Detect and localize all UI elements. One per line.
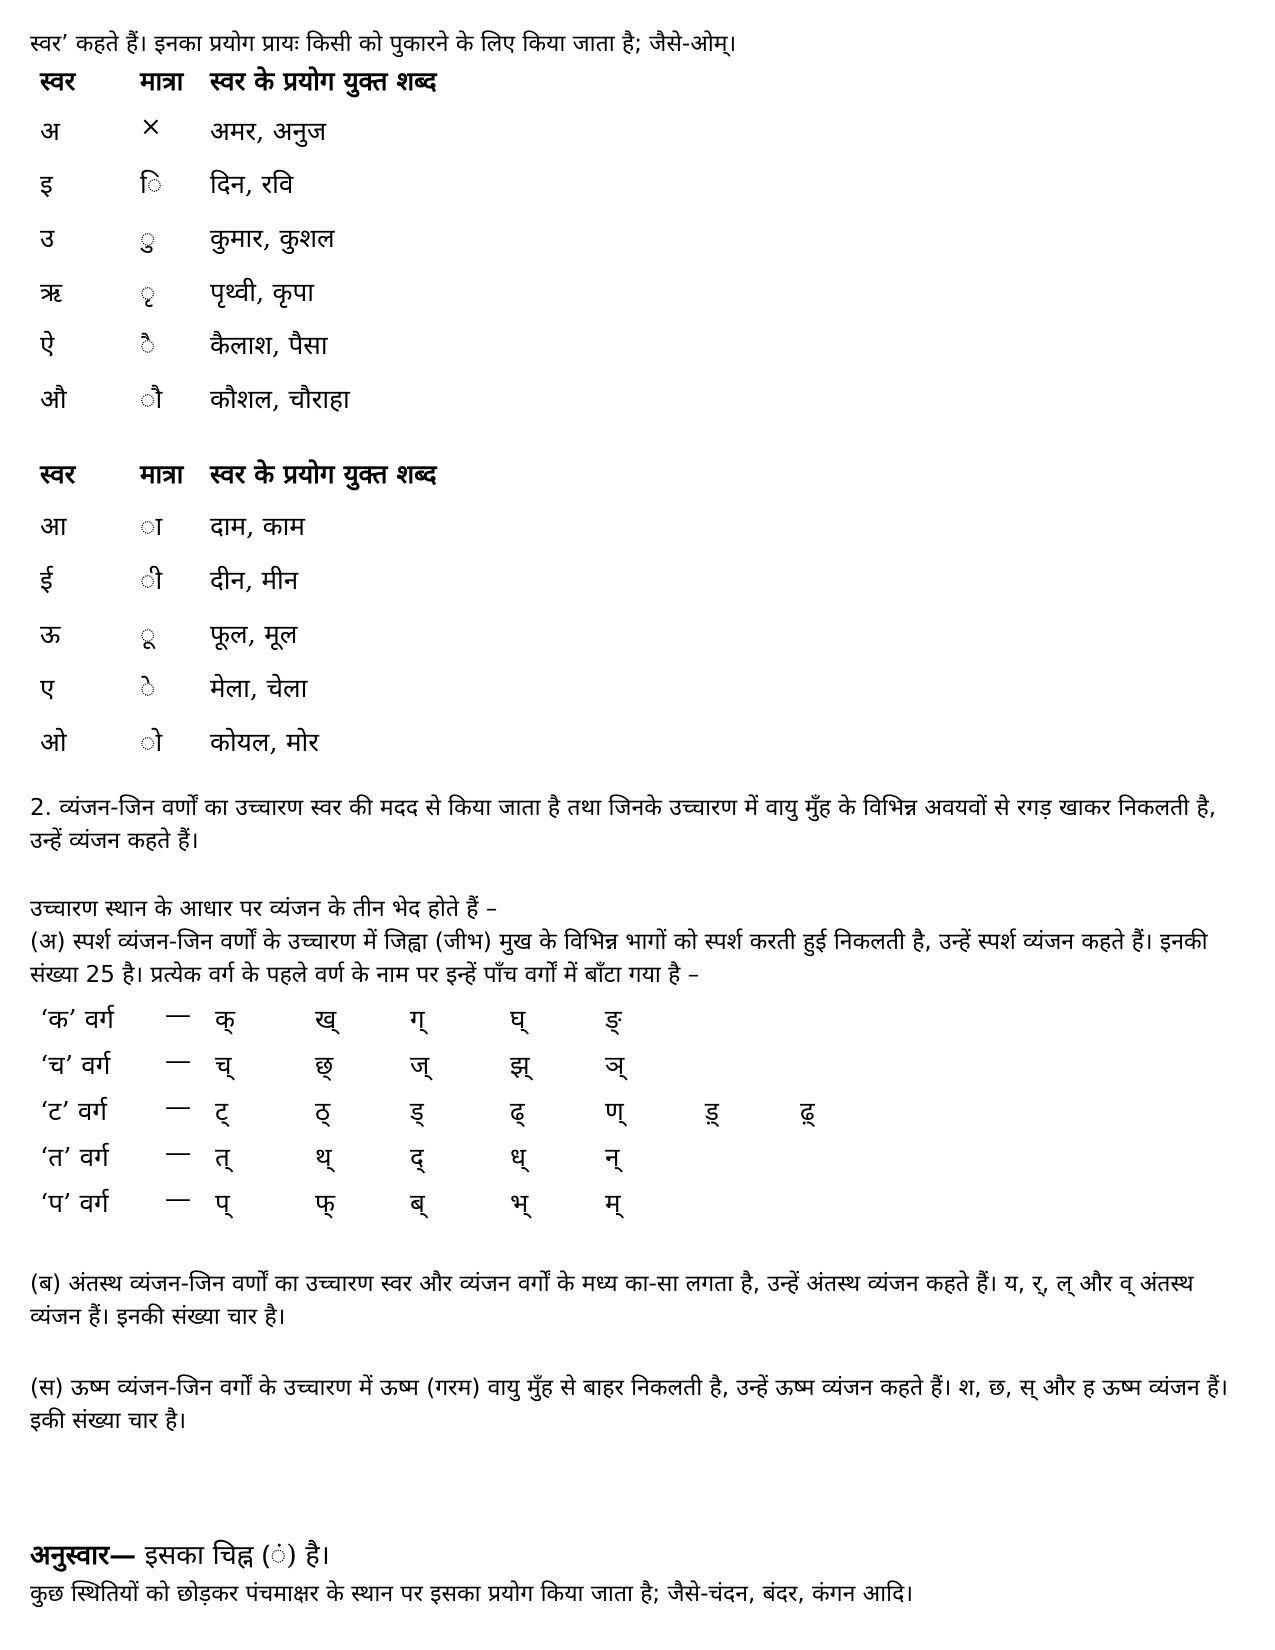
varga-letter: म् [605,1189,621,1219]
svar-cell: ए [40,674,55,704]
words-cell: कोयल, मोर [210,728,319,758]
svar-cell: इ [40,170,53,200]
varga-letter: ढ़् [800,1097,815,1127]
varga-letter: ट् [215,1097,229,1127]
varga-letter: ढ् [510,1097,525,1127]
matra-cell: ि [140,170,163,200]
header-matra: मात्रा [140,460,184,490]
svar-cell: औ [40,385,67,415]
varga-letter: ङ् [605,1005,622,1035]
anusvar-heading [30,1535,330,1572]
vyanjan-types-intro: उच्चारण स्थान के आधार पर व्यंजन के तीन भेद होते हैं – [30,896,498,922]
matra-cell: ा [140,512,163,542]
matra-cell: × [140,112,162,142]
varga-letter: च् [215,1051,232,1081]
matra-cell: ौ [140,385,163,415]
varga-letter: ञ् [605,1051,625,1081]
varga-name: ‘ट’ वर्ग [40,1097,107,1127]
svar-cell: ई [40,566,53,596]
words-cell: अमर, अनुज [210,117,327,147]
words-cell: कैलाश, पैसा [210,331,328,361]
varga-letter: त् [215,1143,230,1173]
varga-letter: ड् [410,1097,424,1127]
anusvar-title: अनुस्वार— [30,1540,137,1571]
varga-dash: — [165,1138,191,1168]
matra-cell: ो [140,728,163,758]
varga-letter: झ् [510,1051,530,1081]
matra-cell: ी [140,566,163,596]
varga-letter: घ् [510,1005,526,1035]
anusvar-usage: कुछ स्थितियों को छोड़कर पंचमाक्षर के स्थान पर इसका प्रयोग किया जाता है; जैसे-चंदन, बंदर, कंगन आदि। [30,1581,914,1607]
matra-cell: े [140,674,156,704]
words-cell: पृथ्वी, कृपा [210,278,314,308]
varga-name: ‘त’ वर्ग [40,1143,109,1173]
varga-letter: क् [215,1005,235,1035]
varga-dash: — [165,1000,191,1030]
words-cell: दाम, काम [210,512,305,542]
matra-cell: ृ [140,278,156,308]
words-cell: कौशल, चौराहा [210,385,350,415]
header-matra: मात्रा [140,67,184,97]
varga-letter: थ् [315,1143,332,1173]
varga-letter: ठ् [315,1097,331,1127]
svar-cell: ऐ [40,331,55,361]
header-svar: स्वर [40,460,76,490]
varga-dash: — [165,1092,191,1122]
varga-letter: भ् [510,1189,529,1219]
words-cell: कुमार, कुशल [210,224,335,254]
varga-letter: ण् [605,1097,624,1127]
ushma-definition: (स) ऊष्म व्यंजन-जिन वर्गों के उच्चारण में ऊष्म (गरम) वायु मुँह से बाहर निकलती है, उन्हें ऊष्म व्यंजन कहते हैं। श, छ, स् और ह ऊष्म व्यंजन हैं। इकी संख्या चार है। [30,1375,1228,1434]
header-words: स्वर के प्रयोग युक्त शब्द [210,460,437,490]
anusvar-symbol-text: इसका चिह्न (ं) है। [136,1540,330,1571]
svar-cell: ऊ [40,620,61,650]
varga-letter: फ् [315,1189,336,1219]
vyanjan-definition: 2. व्यंजन-जिन वर्णों का उच्चारण स्वर की मदद से किया जाता है तथा जिनके उच्चारण में वायु मुँह के विभिन्न अवयवों से रगड़ खाकर निकलती है, उन्हें व्यंजन कहते हैं। [30,795,1217,854]
varga-letter: ड़् [705,1097,719,1127]
varga-letter: ज् [410,1051,430,1081]
varga-dash: — [165,1184,191,1214]
words-cell: मेला, चेला [210,674,308,704]
antastha-definition: (ब) अंतस्थ व्यंजन-जिन वर्णों का उच्चारण स्वर और व्यंजन वर्गों के मध्य का-सा लगता है, उन्हें अंतस्थ व्यंजन कहते हैं। य, र्, ल् और व् अंतस्थ व्यंजन हैं। इनकी संख्या चार है। [30,1271,1194,1330]
varga-letter: प् [215,1189,230,1219]
varga-letter: द् [410,1143,424,1173]
varga-letter: ग् [410,1005,425,1035]
intro-line: स्वर’ कहते हैं। इनका प्रयोग प्रायः किसी को पुकारने के लिए किया जाता है; जैसे-ओम्। [30,31,737,57]
varga-letter: ख् [315,1005,337,1035]
svar-cell: ऋ [40,278,63,308]
matra-cell: ै [140,331,156,361]
varga-name: ‘च’ वर्ग [40,1051,111,1081]
matra-cell: ु [140,224,156,254]
varga-name: ‘प’ वर्ग [40,1189,109,1219]
varga-dash: — [165,1046,191,1076]
varga-letter: ध् [510,1143,526,1173]
svar-cell: ओ [40,728,67,758]
header-words: स्वर के प्रयोग युक्त शब्द [210,67,437,97]
header-svar: स्वर [40,67,76,97]
varga-name: ‘क’ वर्ग [40,1005,114,1035]
words-cell: दीन, मीन [210,566,299,596]
sparsh-definition: (अ) स्पर्श व्यंजन-जिन वर्णों के उच्चारण में जिह्वा (जीभ) मुख के विभिन्न भागों को स्पर्श करती हुई निकलती है, उन्हें स्पर्श व्यंजन कहते हैं। इनकी संख्या 25 है। प्रत्येक वर्ग के पहले वर्ण के नाम पर इन्हें पाँच वर्गों में बाँटा गया है – [30,929,1208,988]
words-cell: दिन, रवि [210,170,294,200]
varga-letter: छ् [315,1051,334,1081]
svar-cell: आ [40,512,67,542]
matra-cell: ू [140,620,156,650]
svar-cell: उ [40,224,55,254]
varga-letter: ब् [410,1189,425,1219]
svar-cell: अ [40,117,60,147]
words-cell: फूल, मूल [210,620,298,650]
varga-letter: न् [605,1143,620,1173]
